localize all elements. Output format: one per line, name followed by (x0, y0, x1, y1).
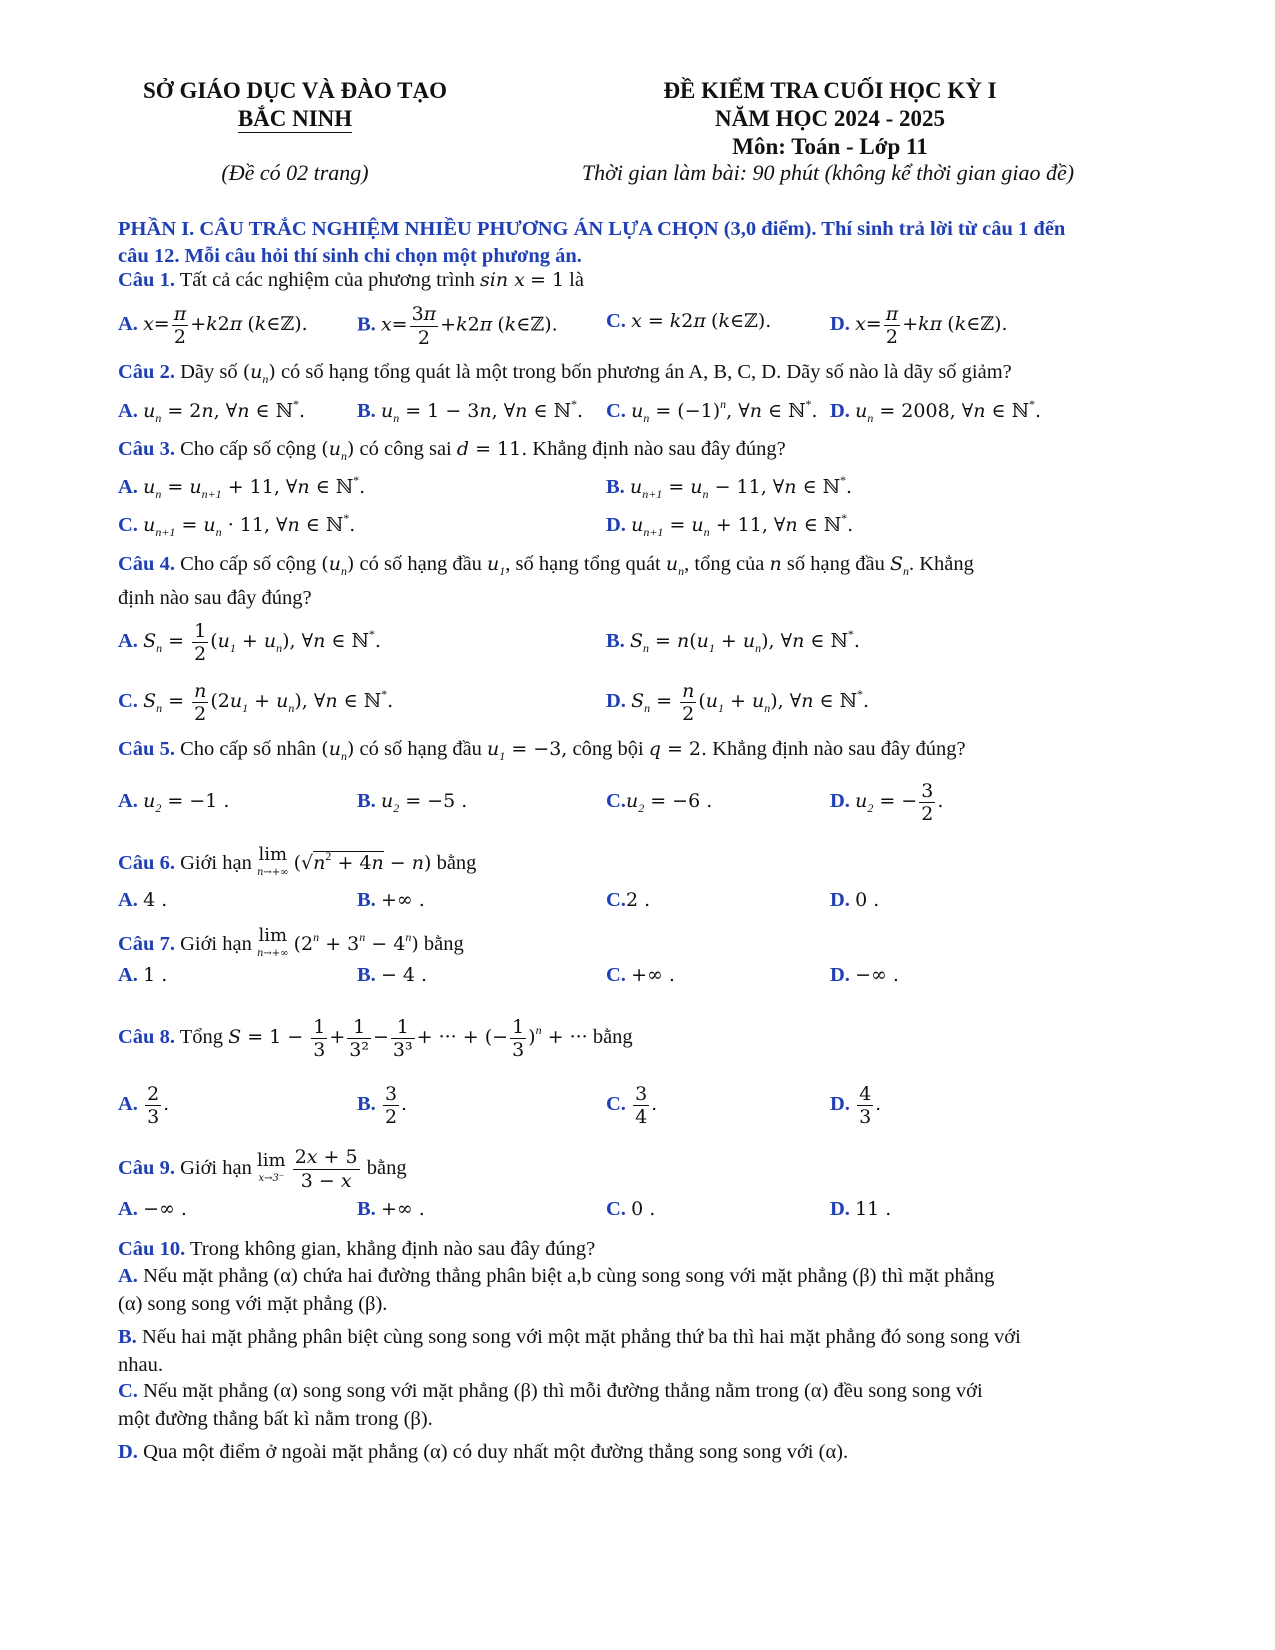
question-9-text: Giới hạn (180, 1157, 252, 1180)
question-3-text-2: có công sai (359, 438, 452, 460)
question-4-text-4: , tổng của (684, 553, 765, 575)
option-label: D. (830, 964, 850, 986)
option-label: D. (830, 1198, 850, 1220)
question-9-label: Câu 9. (118, 1157, 175, 1180)
q1-option-d: D. x= $\frac{\pi}{2}$ +kπ (k∈ℤ). (830, 303, 1008, 348)
option-label: A. (118, 1093, 138, 1116)
q9-option-a: A. −∞ . (118, 1198, 187, 1220)
question-5-text-1: Cho cấp số nhân (180, 738, 317, 760)
q4-option-d: D. $S_n$ = $\frac{n}{2}$ $(u_1 + u_n)$, ∀n ∈ ℕ*. (606, 680, 870, 725)
question-3-label: Câu 3. (118, 438, 175, 460)
option-label: A. (118, 889, 138, 911)
q2-option-b: B. $u_n = 1 - 3n$, ∀n ∈ ℕ*. (357, 397, 583, 425)
option-label: B. (357, 790, 376, 812)
question-4-text-3: , số hạng tổng quát (505, 553, 661, 575)
question-5-text-2: có số hạng đầu (359, 738, 482, 760)
q4-option-c: C. $S_n$ = $\frac{n}{2}$ $(2u_1 + u_n)$, ∀n ∈ ℕ*. (118, 680, 394, 725)
q2-option-a: A. $u_n = 2n$, ∀n ∈ ℕ*. (118, 397, 306, 425)
question-4-text-2: có số hạng đầu (359, 553, 482, 575)
exam-title: ĐỀ KIỂM TRA CUỐI HỌC KỲ I (663, 78, 997, 103)
q9-option-d: D. 11 . (830, 1198, 892, 1220)
question-4-line-2: định nào sau đây đúng? (118, 587, 312, 609)
school-year: NĂM HỌC 2024 - 2025 (715, 106, 945, 131)
option-label: C. (118, 1380, 138, 1402)
option-label: C. (606, 1198, 626, 1220)
question-2: Câu 2. Dãy số $(u_n)$ có số hạng tổng quát là một trong bốn phương án A, B, C, D. Dãy số nào là dãy số giảm? (118, 361, 1012, 386)
option-label: C. (118, 690, 138, 713)
option-label: B. (118, 1326, 137, 1348)
q5-option-b: B. $u_2 = -5$ . (357, 790, 468, 815)
option-label: A. (118, 400, 138, 422)
option-label: A. (118, 1265, 138, 1287)
question-5: Câu 5. Cho cấp số nhân $(u_n)$ có số hạng đầu $u_1 = -3$, công bội q = 2. Khẳng định nào sau đây đúng? (118, 738, 966, 763)
question-9: Câu 9. Giới hạn lim x→3⁻ $\frac{2x + 5}{3 - x}$ bằng (118, 1146, 407, 1192)
page-count-note: (Đề có 02 trang) (221, 160, 369, 185)
option-label: D. (606, 514, 626, 536)
section-1-instructions: PHẦN I. CÂU TRẮC NGHIỆM NHIỀU PHƯƠNG ÁN LỰA CHỌN (3,0 điểm). Thí sinh trả lời từ câu 1 đến câu 12. Mỗi câu hỏi thí sinh chỉ chọn một phương án. (118, 218, 1066, 267)
q1-option-c: C. x = k2π (k∈ℤ). (606, 310, 772, 332)
question-2-text-1: Dãy số (180, 361, 238, 383)
q5-option-a: A. $u_2 = -1$ . (118, 790, 230, 815)
q6-option-a: A. 4 . (118, 889, 168, 911)
question-7: Câu 7. Giới hạn lim n→+∞ $(2^n + 3^n - 4^n)$ bằng (118, 925, 464, 960)
q1-option-b: B. x= $\frac{3\pi}{2}$ +k2π (k∈ℤ). (357, 303, 558, 349)
q10-option-c-line-1: Nếu mặt phẳng (α) song song với mặt phẳng (β) thì mỗi đường thẳng nằm trong (α) đều song song với (143, 1380, 983, 1402)
question-5-label: Câu 5. (118, 738, 175, 760)
question-10-label: Câu 10. (118, 1238, 186, 1260)
q3-option-c: C. $u_{n+1} = u_n \cdot 11$, ∀n ∈ ℕ*. (118, 511, 356, 539)
question-4-text-6: . Khẳng (909, 553, 974, 575)
option-label: D. (118, 1441, 138, 1463)
q3-option-d: D. $u_{n+1} = u_n + 11$, ∀n ∈ ℕ*. (606, 511, 854, 539)
option-label: B. (357, 1198, 376, 1220)
question-6-text: Giới hạn (180, 852, 252, 874)
q8-option-a: A. $\frac{2}{3}$ . (118, 1083, 170, 1128)
q2-option-c: C. $u_n = (-1)^n$, ∀n ∈ ℕ*. (606, 397, 818, 425)
option-label: A. (118, 964, 138, 986)
q6-option-d: D. 0 . (830, 889, 880, 911)
q9-option-b: B. +∞ . (357, 1198, 425, 1220)
option-label: D. (606, 690, 626, 713)
option-label: D. (830, 313, 850, 336)
question-4-text-5: số hạng đầu (786, 553, 885, 575)
q5-option-c: $C.u_2 = -6$ . (606, 790, 713, 815)
option-label: C. (606, 400, 626, 422)
province-name (120, 106, 470, 132)
q10-option-b-line-2: nhau. (118, 1354, 163, 1376)
question-1: Câu 1. Tất cả các nghiệm của phương trình sin x = 1 là (118, 269, 584, 291)
question-1-label: Câu 1. (118, 269, 175, 291)
q8-option-c: C. $\frac{3}{4}$ . (606, 1083, 658, 1128)
option-label: C. (606, 790, 626, 812)
option-label: B. (357, 889, 376, 911)
option-label: B. (606, 476, 625, 498)
q10-option-a-line-2: (α) song song với mặt phẳng (β). (118, 1293, 388, 1315)
option-label: C. (606, 889, 626, 911)
q10-option-c (118, 1377, 1098, 1433)
option-label: D. (830, 1093, 850, 1116)
question-2-text-2: có số hạng tổng quát là một trong bốn phương án A, B, C, D. Dãy số nào là dãy số giảm? (280, 361, 1012, 383)
option-label: A. (118, 790, 138, 812)
q1-option-a: A. x= $\frac{\pi}{2}$ +k2π (k∈ℤ). (118, 303, 308, 348)
q9-option-c: C. 0 . (606, 1198, 656, 1220)
question-1-text: Tất cả các nghiệm của phương trình (179, 269, 475, 291)
question-10 (118, 1235, 595, 1263)
question-8-label: Câu 8. (118, 1026, 175, 1049)
q4-option-a: A. $S_n$ = $\frac{1}{2}$ $(u_1 + u_n)$, ∀n ∈ ℕ*. (118, 620, 381, 665)
q10-option-d-line-1: Qua một điểm ở ngoài mặt phẳng (α) có duy nhất một đường thẳng song song với (α). (143, 1441, 849, 1463)
q10-option-c-line-2: một đường thẳng bất kì nằm trong (β). (118, 1408, 433, 1430)
question-6: Câu 6. Giới hạn lim n→+∞ $(√n^2 + 4n - n)$ bằng (118, 844, 477, 879)
q2-option-d: D. $u_n = 2008$, ∀n ∈ ℕ*. (830, 397, 1042, 425)
q7-option-d: D. −∞ . (830, 964, 899, 986)
q10-option-a (118, 1262, 1098, 1318)
q5-option-d: D. $u_2$ = − $\frac{3}{2}$ . (830, 780, 944, 825)
option-label: B. (357, 964, 376, 986)
question-4-label: Câu 4. (118, 553, 175, 575)
q3-option-a: A. $u_n = u_{n+1} + 11$, ∀n ∈ ℕ*. (118, 473, 366, 501)
q10-option-b-line-1: Nếu hai mặt phẳng phân biệt cùng song song với một mặt phẳng thứ ba thì hai mặt phẳng đó song song với (141, 1326, 1021, 1348)
question-3-text-1: Cho cấp số cộng (180, 438, 317, 460)
option-label: C. (606, 964, 626, 986)
question-8-tail: bằng (592, 1026, 633, 1049)
question-8-text: Tổng (179, 1026, 224, 1049)
question-4: Câu 4. Cho cấp số cộng $(u_n)$ có số hạng đầu $u_1$, số hạng tổng quát $u_n$, tổng của n số hạng đầu $S_n$. Khẳng (118, 553, 974, 578)
option-label: C. (606, 310, 626, 332)
question-3: Câu 3. Cho cấp số cộng $(u_n)$ có công sai d = 11. Khẳng định nào sau đây đúng? (118, 438, 786, 463)
option-label: D. (830, 400, 850, 422)
subject: Môn: Toán - Lớp 11 (732, 134, 928, 159)
department-title: SỞ GIÁO DỤC VÀ ĐÀO TẠO (143, 78, 447, 103)
option-label: A. (118, 313, 138, 336)
option-label: D. (830, 889, 850, 911)
q10-option-b (118, 1323, 1098, 1379)
province-name-text: BẮC NINH (237, 106, 353, 131)
question-7-text: Giới hạn (180, 933, 252, 955)
question-8: Câu 8. Tổng S = 1 − $\frac{1}{3}$ + $\frac{1}{\text{3²}}$ − $\frac{1}{\text{3³}}$ + ··· + (− $\frac{1}{3}$ )$^n$ + ··· bằng (118, 1016, 633, 1061)
option-label: A. (118, 1198, 138, 1220)
option-label: B. (606, 630, 625, 652)
q7-option-b: B. − 4 . (357, 964, 428, 986)
q4-option-b: B. $S_n = n(u_1 + u_n)$, ∀n ∈ ℕ*. (606, 627, 860, 655)
q6-option-c: C.2 . (606, 889, 651, 911)
question-1-tail: là (569, 269, 584, 291)
question-2-label: Câu 2. (118, 361, 175, 383)
q8-option-d: D. $\frac{4}{3}$ . (830, 1083, 882, 1128)
question-9-tail: bằng (366, 1157, 407, 1180)
question-6-label: Câu 6. (118, 852, 175, 874)
q3-option-b: B. $u_{n+1} = u_n - 11$, ∀n ∈ ℕ*. (606, 473, 853, 501)
option-label: C. (118, 514, 138, 536)
question-5-text-3: công bội (572, 738, 644, 760)
option-label: B. (357, 400, 376, 422)
question-7-tail: bằng (423, 933, 464, 955)
q7-option-c: C. +∞ . (606, 964, 675, 986)
option-label: C. (606, 1093, 626, 1116)
q7-option-a: A. 1 . (118, 964, 168, 986)
q6-option-b: B. +∞ . (357, 889, 425, 911)
option-label: B. (357, 313, 376, 336)
q10-option-a-line-1: Nếu mặt phẳng (α) chứa hai đường thẳng phân biệt a,b cùng song song với mặt phẳng (β) thì mặt phẳng (143, 1265, 995, 1287)
question-10-text: Trong không gian, khẳng định nào sau đây đúng? (189, 1238, 596, 1260)
q8-option-b: B. $\frac{3}{2}$ . (357, 1083, 408, 1128)
question-5-text-4: Khẳng định nào sau đây đúng? (712, 738, 966, 760)
question-6-tail: bằng (436, 852, 477, 874)
option-label: A. (118, 476, 138, 498)
option-label: A. (118, 630, 138, 653)
option-label: B. (357, 1093, 376, 1116)
q10-option-d (118, 1438, 1098, 1466)
question-7-label: Câu 7. (118, 933, 175, 955)
question-3-text-3: Khẳng định nào sau đây đúng? (532, 438, 786, 460)
time-limit: Thời gian làm bài: 90 phút (không kể thời gian giao đề) (581, 160, 1075, 185)
question-4-text-1: Cho cấp số cộng (180, 553, 317, 575)
option-label: D. (830, 790, 850, 813)
